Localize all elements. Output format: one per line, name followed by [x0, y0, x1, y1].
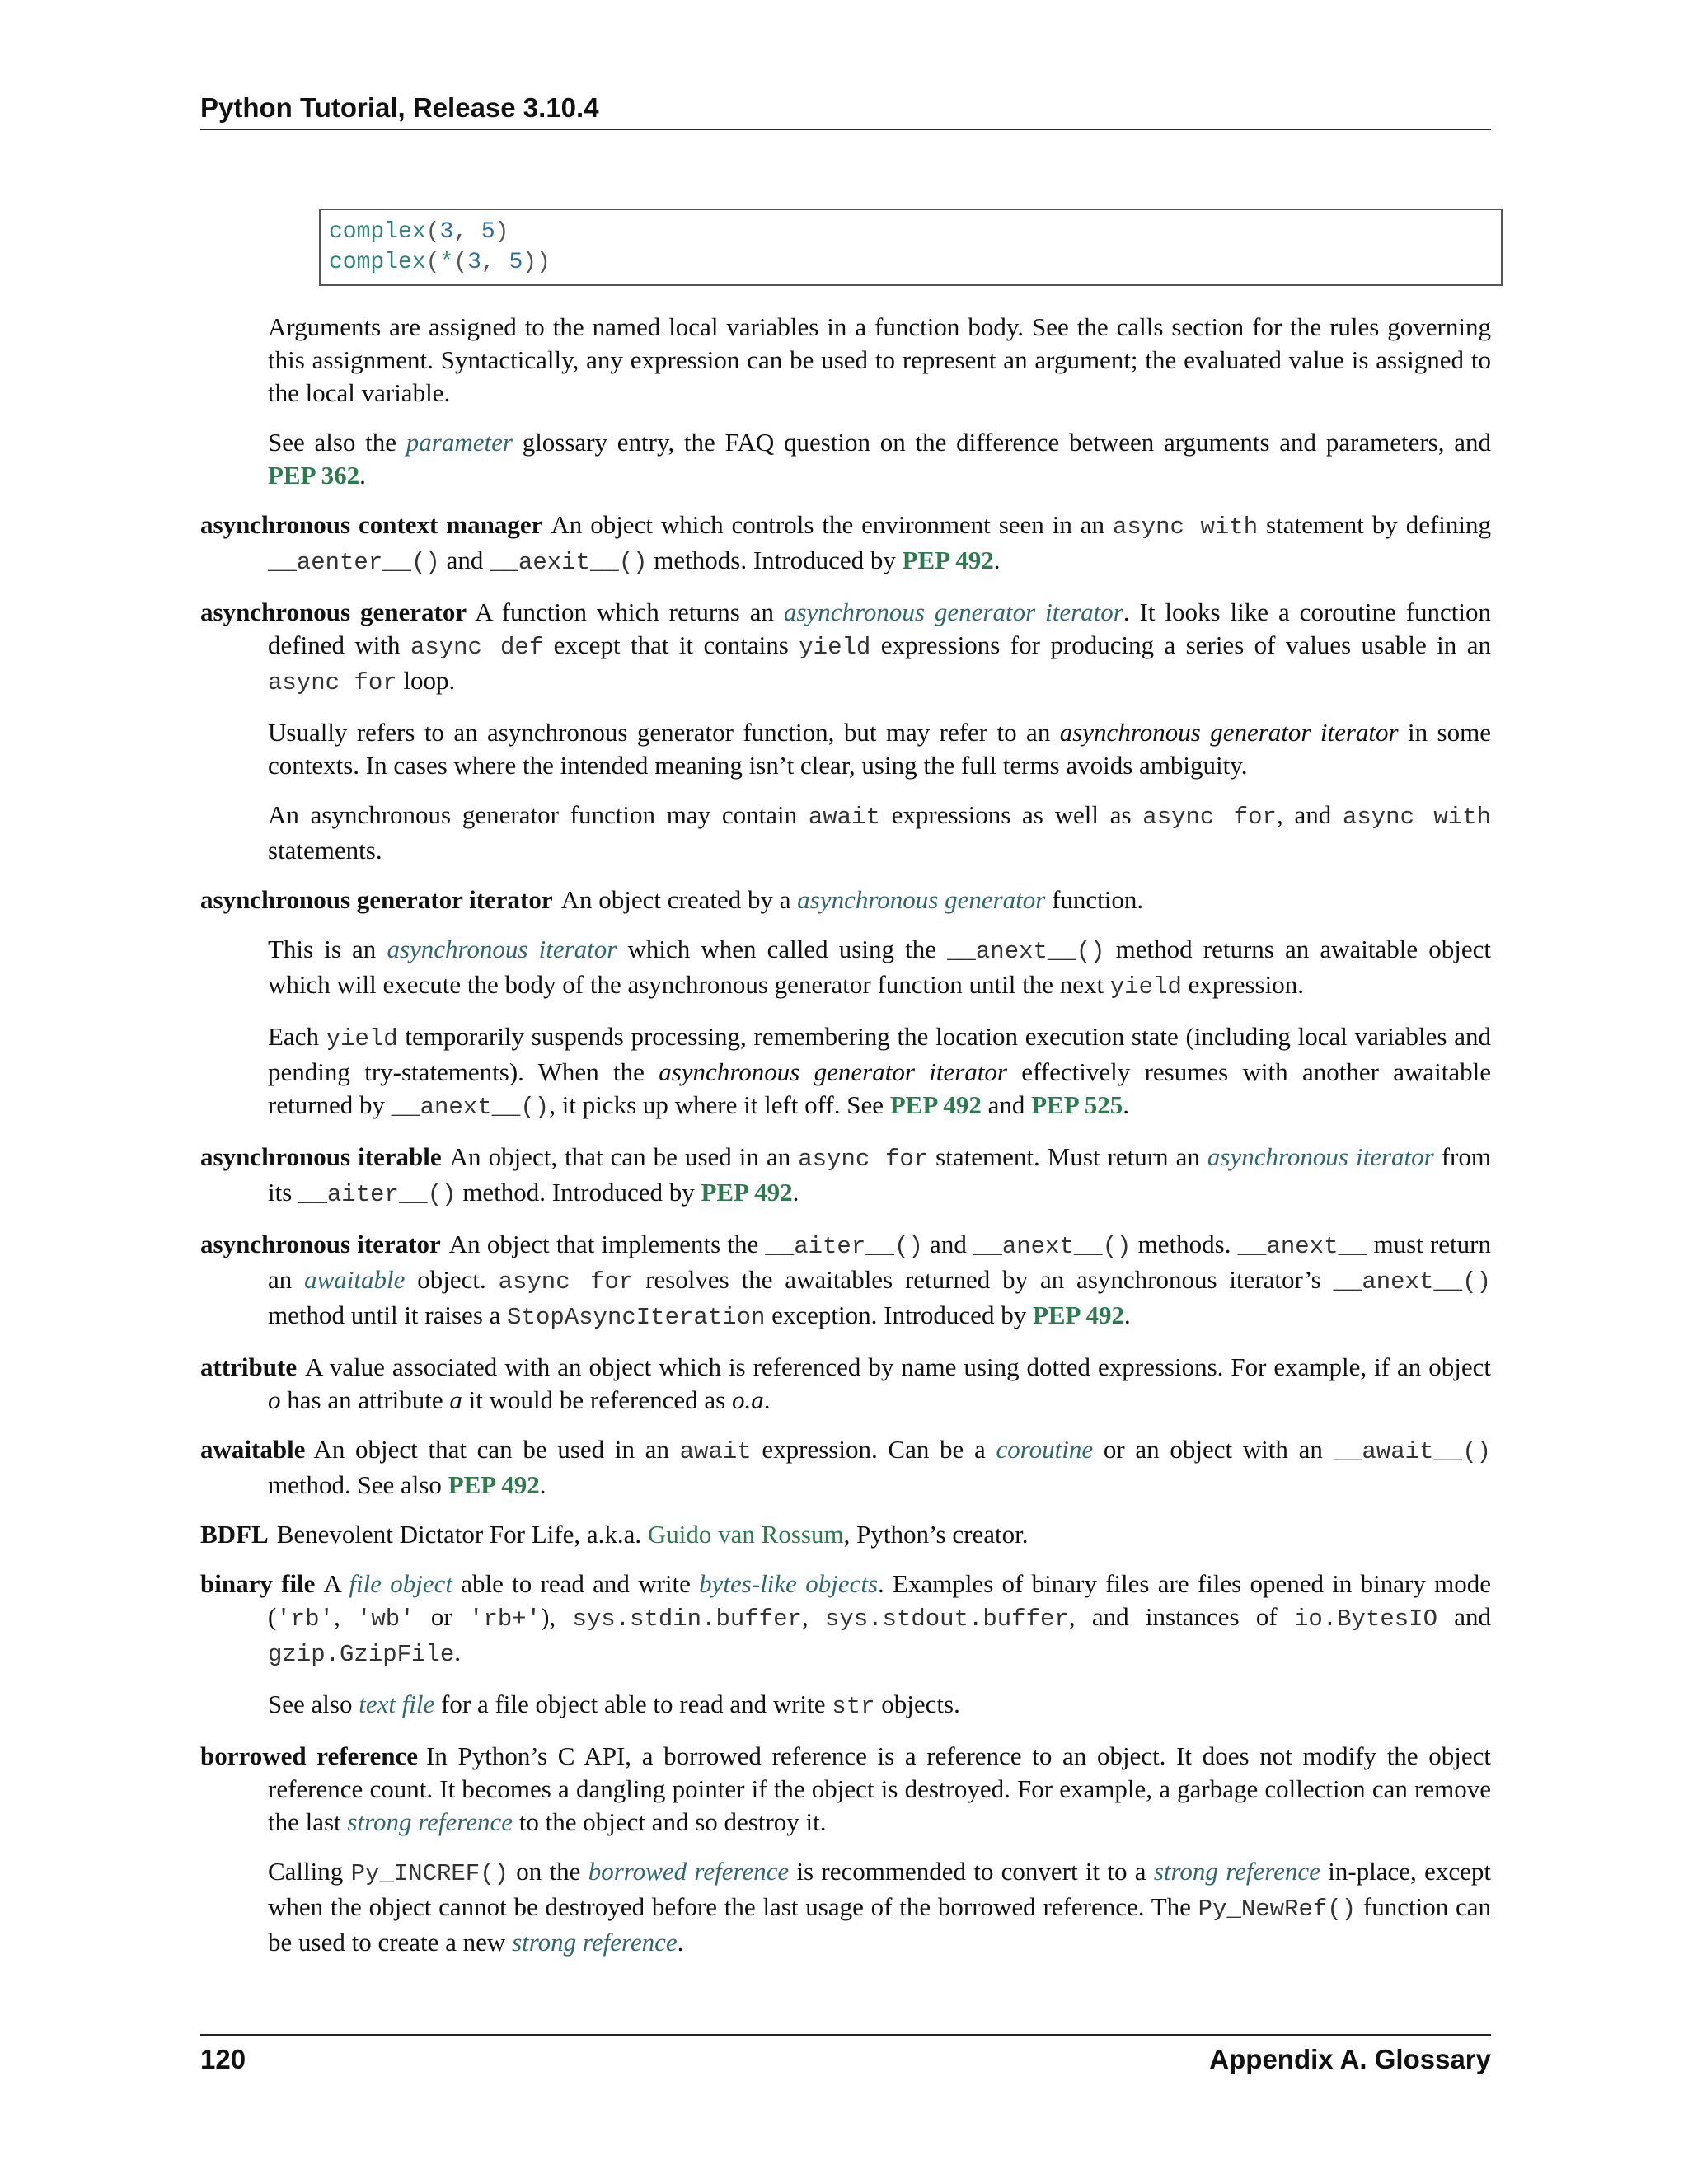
- code-inline: __anext__(): [973, 1233, 1132, 1260]
- entry-definition: [200, 1228, 1491, 1334]
- code-inline: async with: [1342, 804, 1491, 831]
- code-inline: async with: [1112, 513, 1259, 541]
- entry-definition: [200, 1351, 1491, 1417]
- entry-attribute: [200, 1351, 1491, 1417]
- entry-definition: [200, 1518, 1491, 1551]
- text: .: [539, 1470, 546, 1499]
- entry-term: attribute: [200, 1352, 298, 1381]
- chapter-title: Appendix A. Glossary: [1209, 2044, 1491, 2074]
- text: , and instances of: [1068, 1602, 1294, 1631]
- entry-definition: [200, 1433, 1491, 1502]
- code-num: 3: [439, 219, 454, 245]
- text: See also: [268, 1690, 359, 1718]
- text: .: [1124, 1301, 1131, 1329]
- text: must return an: [268, 1230, 1491, 1294]
- entry-definition: [200, 883, 1491, 916]
- entry-asynchronous-context-manager: [200, 509, 1491, 579]
- link-parameter[interactable]: parameter: [406, 428, 513, 457]
- entry-definition: [200, 1141, 1491, 1212]
- code-punct: )): [523, 250, 551, 275]
- text: An object that can be used in an: [313, 1435, 680, 1464]
- text: is recommended to convert it to a: [789, 1857, 1154, 1886]
- entry-term: borrowed reference: [200, 1741, 419, 1770]
- entry-term: asynchronous iterable: [200, 1142, 442, 1171]
- entry-paragraph: [268, 933, 1491, 1004]
- text: statements.: [268, 836, 382, 865]
- code-inline: __anext__(): [391, 1094, 550, 1121]
- text: to the object and so destroy it.: [513, 1807, 827, 1836]
- code-inline: StopAsyncIteration: [507, 1304, 766, 1331]
- code-inline: __anext__(): [1333, 1268, 1491, 1296]
- link-strong-reference[interactable]: strong reference: [512, 1928, 678, 1957]
- text: method. See also: [268, 1470, 448, 1499]
- text: except that it contains: [543, 630, 799, 659]
- code-num: 3: [467, 250, 481, 275]
- text: effectively resumes with another awaitable returned by: [268, 1057, 1491, 1119]
- code-inline: __await__(): [1333, 1438, 1492, 1465]
- text: A value associated with an object which is referenced by name using dotted expressions. For example, if an object: [305, 1352, 1491, 1381]
- entry-paragraph: [268, 1688, 1491, 1723]
- text: . It looks like a coroutine function defined with: [268, 598, 1492, 659]
- link-strong-reference[interactable]: strong reference: [1153, 1857, 1320, 1886]
- text: ,: [801, 1602, 825, 1631]
- text: and: [922, 1230, 974, 1258]
- text: .: [993, 546, 1001, 574]
- link-awaitable[interactable]: awaitable: [304, 1265, 406, 1294]
- text: for a file object able to read and write: [434, 1690, 832, 1718]
- link-file-object[interactable]: file object: [349, 1569, 453, 1598]
- entry-bdfl: [200, 1518, 1491, 1551]
- text: glossary entry, the FAQ question on the difference between arguments and parameters, and: [512, 428, 1491, 457]
- code-op: *: [439, 250, 454, 275]
- text: method returns an awaitable object which will execute the body of the asynchronous generator function until the next: [268, 935, 1491, 999]
- code-punct: ,: [453, 219, 481, 245]
- text: .: [454, 1638, 461, 1666]
- text: A function which returns an: [475, 598, 784, 626]
- entry-paragraph: [268, 799, 1491, 867]
- text: which when called using the: [617, 935, 948, 963]
- text: , Python’s creator.: [843, 1520, 1029, 1549]
- text: An asynchronous generator function may contain: [268, 800, 809, 829]
- code-inline: __aexit__(): [490, 549, 648, 576]
- code-block: [319, 209, 1503, 286]
- code-inline: async for: [798, 1146, 929, 1173]
- text: or: [414, 1602, 470, 1631]
- code-inline: __aiter__(): [298, 1181, 457, 1208]
- text: , and: [1276, 800, 1343, 829]
- text: In Python’s C API, a borrowed reference is a reference to an object. It does not modify the object reference count. It becomes a dangling pointer if the object is destroyed. For example, a garbage collection can remove the last: [268, 1741, 1491, 1836]
- link-asynchronous-iterator[interactable]: asynchronous iterator: [387, 935, 617, 963]
- code-inline: str: [832, 1693, 875, 1720]
- link-borrowed-reference[interactable]: borrowed reference: [588, 1857, 790, 1886]
- code-punct: ): [495, 219, 509, 245]
- text: in some contexts. In cases where the intended meaning isn’t clear, using the full terms avoids ambiguity.: [268, 718, 1491, 780]
- text: expression.: [1181, 970, 1304, 999]
- entry-borrowed-reference: [200, 1740, 1491, 1959]
- entry-term: awaitable: [200, 1435, 306, 1464]
- emphasis: a: [449, 1385, 462, 1414]
- text: resolves the awaitables returned by an asynchronous iterator’s: [633, 1265, 1334, 1294]
- link-pep-362[interactable]: PEP 362: [268, 461, 360, 490]
- text: and: [981, 1090, 1032, 1119]
- text: .: [359, 461, 366, 490]
- text: objects.: [874, 1690, 960, 1718]
- text: expressions for producing a series of values usable in an: [870, 630, 1491, 659]
- emphasis: asynchronous generator iterator: [659, 1057, 1007, 1086]
- code-inline: yield: [326, 1025, 398, 1052]
- entry-asynchronous-iterable: [200, 1141, 1491, 1212]
- code-inline: yield: [799, 634, 871, 661]
- link-strong-reference[interactable]: strong reference: [347, 1807, 513, 1836]
- text: method. Introduced by: [456, 1178, 701, 1207]
- code-inline: async for: [268, 669, 397, 696]
- emphasis: o.a: [731, 1385, 764, 1414]
- text: in-place, except when the object cannot be destroyed before the last usage of the borrowed reference. The: [268, 1857, 1491, 1921]
- code-inline: 'wb': [357, 1605, 415, 1633]
- entry-definition: [200, 1740, 1491, 1839]
- text: object.: [405, 1265, 499, 1294]
- code-inline: yield: [1109, 973, 1182, 1001]
- text: .: [1123, 1090, 1129, 1119]
- text: methods. Introduced by: [647, 546, 903, 574]
- text: exception. Introduced by: [765, 1301, 1033, 1329]
- link-pep-525[interactable]: PEP 525: [1031, 1090, 1123, 1119]
- entry-term: binary file: [200, 1569, 316, 1598]
- code-inline: Py_NewRef(): [1198, 1896, 1357, 1923]
- page-header: [200, 92, 1491, 130]
- text: function.: [1045, 885, 1144, 914]
- entry-asynchronous-iterator: [200, 1228, 1491, 1334]
- text: temporarily suspends processing, remembering the location execution state (including local variables and pending try-statements). When the: [268, 1022, 1491, 1086]
- text: An object that implements the: [448, 1230, 766, 1258]
- text: An object created by a: [560, 885, 798, 914]
- argument-paragraph-2: [268, 426, 1491, 492]
- text: statement. Must return an: [928, 1142, 1207, 1171]
- text: statement by defining: [1258, 510, 1491, 539]
- text: on the: [509, 1857, 588, 1886]
- code-inline: async for: [1142, 804, 1277, 831]
- code-num: 5: [509, 250, 523, 275]
- text: An object, that can be used in an: [449, 1142, 799, 1171]
- text: expression. Can be a: [751, 1435, 996, 1464]
- text: .: [677, 1928, 684, 1957]
- entry-paragraph: [268, 1855, 1491, 1959]
- code-punct: ,: [481, 250, 509, 275]
- entry-term: asynchronous generator iterator: [200, 885, 553, 914]
- entry-paragraph: [268, 716, 1491, 782]
- text: Usually refers to an asynchronous generator function, but may refer to an: [268, 718, 1060, 747]
- entry-asynchronous-generator-iterator: [200, 883, 1491, 1124]
- text: An object which controls the environment seen in an: [551, 510, 1113, 539]
- text: , it picks up where it left off. See: [549, 1090, 890, 1119]
- code-inline: await: [679, 1438, 752, 1465]
- entry-paragraph: [268, 1020, 1491, 1124]
- text: expressions as well as: [879, 800, 1143, 829]
- link-bytes-like-objects[interactable]: bytes-like objects: [699, 1569, 879, 1598]
- code-inline: __anext__(): [947, 938, 1105, 965]
- link-pep-492[interactable]: PEP 492: [889, 1090, 982, 1119]
- header-title: Python Tutorial, Release 3.10.4: [200, 92, 599, 123]
- text: A: [323, 1569, 349, 1598]
- text: ,: [333, 1602, 357, 1631]
- text: from its: [268, 1142, 1491, 1207]
- text: able to read and write: [452, 1569, 700, 1598]
- link-pep-492[interactable]: PEP 492: [448, 1470, 540, 1499]
- text: This is an: [268, 935, 387, 963]
- link-text-file[interactable]: text file: [359, 1690, 435, 1718]
- emphasis: o: [268, 1385, 281, 1414]
- argument-paragraph-1: Arguments are assigned to the named local variables in a function body. See the calls section for the rules governing this assignment. Syntactically, any expression can be used to represent an argument; the evaluated value is assigned to the local variable.: [268, 312, 1491, 407]
- text: ),: [541, 1602, 573, 1631]
- emphasis: asynchronous generator iterator: [1059, 718, 1399, 747]
- text: See also the: [268, 428, 406, 457]
- entry-term: asynchronous generator: [200, 598, 467, 626]
- link-asynchronous-iterator[interactable]: asynchronous iterator: [1207, 1142, 1434, 1171]
- code-fn: complex: [329, 219, 426, 245]
- text: has an attribute: [280, 1385, 450, 1414]
- text: Each: [268, 1022, 326, 1051]
- text: .: [792, 1178, 799, 1207]
- text: Calling: [268, 1857, 351, 1886]
- text: or an object with an: [1093, 1435, 1334, 1464]
- link-asynchronous-generator[interactable]: asynchronous generator: [797, 885, 1046, 914]
- entry-term: asynchronous context manager: [200, 510, 543, 539]
- code-line-1: [329, 217, 1493, 247]
- text: and: [439, 546, 490, 574]
- code-line-2: [329, 247, 1493, 278]
- code-punct: (: [453, 250, 468, 275]
- code-inline: 'rb+': [469, 1605, 542, 1633]
- entry-asynchronous-generator: [200, 596, 1491, 867]
- link-guido-van-rossum[interactable]: Guido van Rossum: [647, 1520, 844, 1549]
- code-fn: complex: [329, 250, 426, 275]
- text: method until it raises a: [268, 1301, 508, 1329]
- code-inline: sys.stdin.buffer: [572, 1605, 802, 1633]
- code-punct: (: [425, 250, 440, 275]
- code-inline: async def: [410, 634, 544, 661]
- code-inline: sys.stdout.buffer: [824, 1605, 1069, 1633]
- code-inline: async for: [498, 1268, 634, 1296]
- entry-binary-file: [200, 1568, 1491, 1723]
- link-pep-492[interactable]: PEP 492: [902, 546, 994, 574]
- text: and: [1437, 1602, 1492, 1631]
- code-inline: await: [808, 804, 880, 831]
- code-punct: (: [425, 219, 440, 245]
- text: it would be referenced as: [462, 1385, 732, 1414]
- code-inline: __aiter__(): [765, 1233, 923, 1260]
- text: .: [763, 1385, 771, 1414]
- link-pep-492[interactable]: PEP 492: [1032, 1301, 1125, 1329]
- code-inline: Py_INCREF(): [350, 1860, 509, 1887]
- text: Benevolent Dictator For Life, a.k.a.: [276, 1520, 648, 1549]
- page-footer: [200, 2034, 1491, 2075]
- entry-term: BDFL: [200, 1520, 269, 1549]
- entry-definition: [200, 596, 1491, 700]
- entry-awaitable: [200, 1433, 1491, 1502]
- text: loop.: [396, 666, 456, 695]
- code-inline: 'rb': [276, 1605, 334, 1633]
- code-inline: __aenter__(): [268, 549, 440, 576]
- code-num: 5: [481, 219, 495, 245]
- text: function can be used to create a new: [268, 1892, 1491, 1957]
- link-pep-492[interactable]: PEP 492: [701, 1178, 793, 1207]
- page-number: 120: [200, 2044, 246, 2074]
- entry-term: asynchronous iterator: [200, 1230, 441, 1258]
- code-inline: io.BytesIO: [1293, 1605, 1437, 1633]
- link-coroutine[interactable]: coroutine: [996, 1435, 1094, 1464]
- text: methods.: [1131, 1230, 1238, 1258]
- text: . Examples of binary files are files opened in binary mode (: [268, 1569, 1491, 1631]
- link-asynchronous-generator-iterator[interactable]: asynchronous generator iterator: [783, 598, 1123, 626]
- entry-definition: [200, 509, 1491, 579]
- entry-definition: [200, 1568, 1491, 1671]
- glossary-content: [200, 209, 1491, 1975]
- code-inline: __anext__: [1237, 1233, 1367, 1260]
- code-inline: gzip.GzipFile: [268, 1641, 455, 1668]
